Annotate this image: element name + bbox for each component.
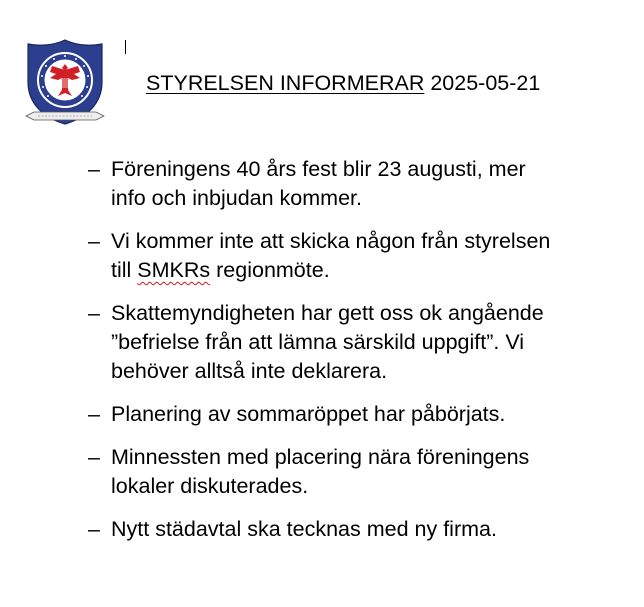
bullet-line: lokaler diskuterades.: [111, 474, 309, 498]
bullet-line: Vi kommer inte att skicka någon från styrelsen: [111, 229, 551, 253]
bullet-line: ”befrielse från att lämna särskild uppgift”. Vi: [111, 330, 525, 354]
title-heading: STYRELSEN INFORMERAR: [146, 71, 425, 95]
text-cursor: [125, 40, 126, 54]
bullet-line: behöver alltså inte deklarera.: [111, 359, 388, 383]
bullet-line: Skattemyndigheten har gett oss ok angående: [111, 301, 544, 325]
bullet-item-sommaroppet: [88, 400, 608, 429]
bullet-line: [111, 256, 608, 285]
bullet-text: regionmöte.: [210, 258, 330, 282]
bullet-item-stadavtal: [88, 515, 608, 544]
bullet-list: [88, 155, 608, 558]
bullet-line: info och inbjudan kommer.: [111, 186, 362, 210]
bullet-line: Minnessten med placering nära föreningens: [111, 445, 530, 469]
bullet-line: Nytt städavtal ska tecknas med ny firma.: [111, 517, 497, 541]
page-title: [146, 70, 540, 96]
spellcheck-flagged-word[interactable]: SMKRs: [137, 258, 211, 282]
bullet-marker: –: [88, 157, 100, 181]
bullet-marker: –: [88, 445, 100, 469]
bullet-item-minnessten: [88, 443, 608, 501]
bullet-marker: –: [88, 301, 100, 325]
bullet-marker: –: [88, 517, 100, 541]
bullet-marker: –: [88, 402, 100, 426]
bullet-line: Föreningens 40 års fest blir 23 augusti, mer: [111, 157, 526, 181]
title-date: 2025-05-21: [424, 71, 541, 95]
bullet-text: till: [111, 258, 138, 282]
bullet-item-fest: [88, 155, 608, 213]
bullet-marker: –: [88, 229, 100, 253]
bullet-item-regionmote: [88, 227, 608, 285]
bullet-item-skatt: [88, 299, 608, 386]
club-crest-eagle-icon: [24, 38, 106, 134]
bullet-line: Planering av sommaröppet har påbörjats.: [111, 402, 506, 426]
